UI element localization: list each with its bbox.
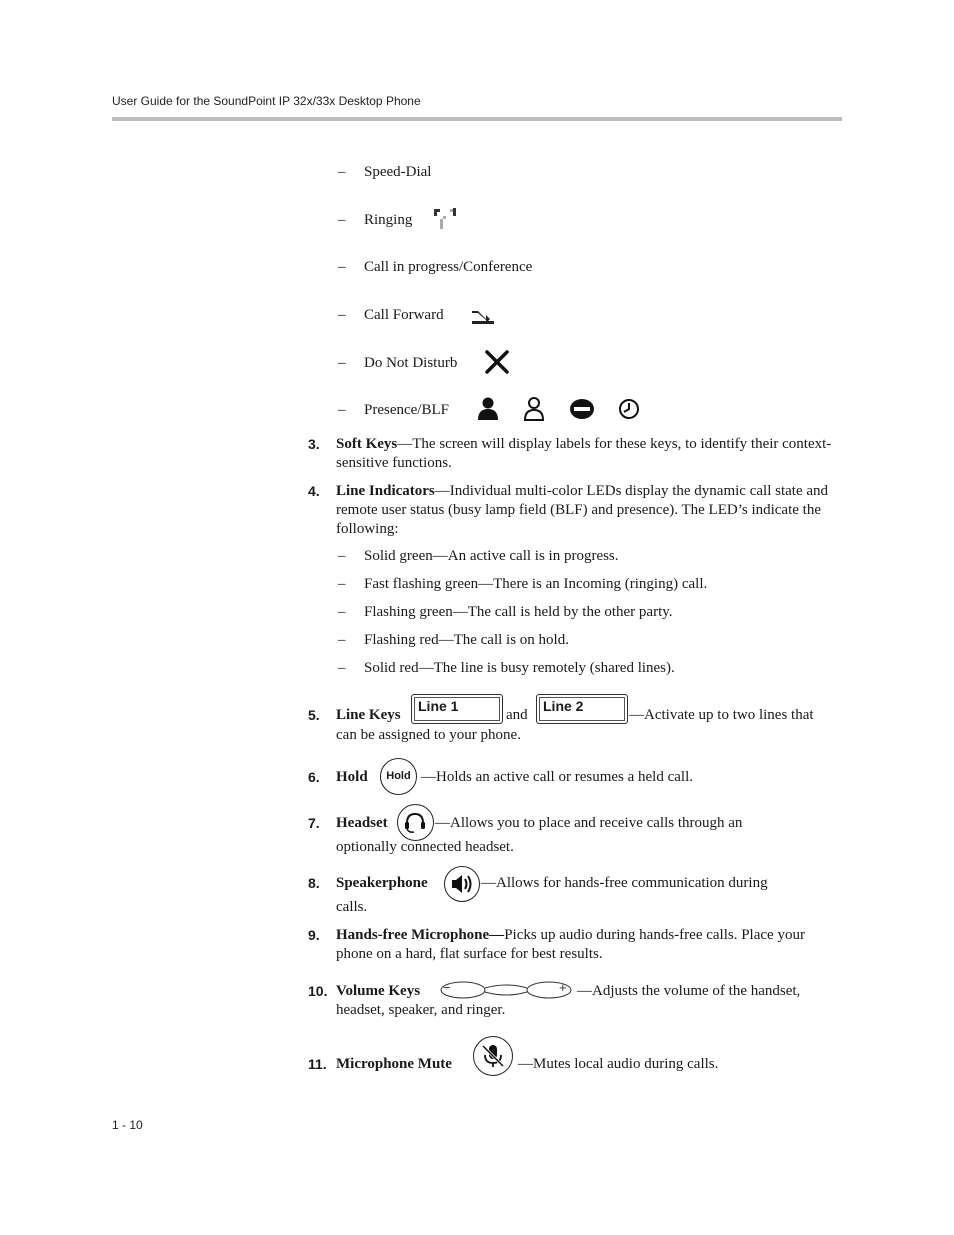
- item-term: Speakerphone: [336, 875, 428, 891]
- page-header-title: User Guide for the SoundPoint IP 32x/33x Desktop Phone: [112, 94, 421, 108]
- speakerphone-button: [444, 866, 480, 902]
- item-text: —Holds an active call or resumes a held call.: [421, 769, 693, 785]
- dash: –: [338, 355, 346, 371]
- item-text: —The screen will display labels for these keys, to identify their context-sensitive functions.: [336, 436, 832, 471]
- volume-rocker: [439, 980, 573, 1000]
- item-text: —Mutes local audio during calls.: [518, 1056, 719, 1072]
- item-description: [336, 482, 841, 539]
- item-number: 5.: [308, 707, 320, 723]
- item-text: and: [506, 707, 528, 723]
- status-label: Speed-Dial: [364, 164, 432, 180]
- item-text: —Allows for hands-free communication during: [481, 875, 768, 891]
- dash: –: [338, 212, 346, 228]
- presence-offline-icon: [522, 396, 546, 422]
- dash: –: [338, 164, 346, 180]
- line-1-key: Line 1: [411, 694, 503, 724]
- status-label: Presence/BLF: [364, 402, 449, 418]
- dash: –: [338, 632, 346, 648]
- item-term: Volume Keys: [336, 983, 421, 999]
- item-description: [336, 926, 841, 964]
- speaker-icon: [445, 867, 479, 901]
- item-number: 8.: [308, 875, 320, 891]
- status-label: Call Forward: [364, 307, 444, 323]
- led-state-text: Solid green—An active call is in progress.: [364, 548, 619, 564]
- item-text: calls.: [336, 899, 368, 915]
- item-text: headset, speaker, and ringer.: [336, 1002, 506, 1018]
- call-forward-icon: [470, 309, 496, 325]
- item-description: [336, 435, 841, 473]
- ringing-icon: [432, 206, 460, 232]
- item-term: Soft Keys: [336, 436, 398, 452]
- item-text: —Allows you to place and receive calls through an: [435, 815, 743, 831]
- item-number: 11.: [308, 1056, 327, 1072]
- volume-down-label: −: [443, 980, 451, 995]
- led-state-text: Flashing green—The call is held by the other party.: [364, 604, 673, 620]
- status-label: Call in progress/Conference: [364, 259, 533, 275]
- dash: –: [338, 660, 346, 676]
- line-2-key: Line 2: [536, 694, 628, 724]
- item-text: Picks up audio during hands-free calls. Place your phone on a hard, flat surface for best results.: [336, 927, 805, 962]
- item-text: —Adjusts the volume of the handset,: [577, 983, 801, 999]
- item-text: —Individual multi-color LEDs display the dynamic call state and remote user status (busy lamp field (BLF) and presence). The LED’s indicate the following:: [336, 483, 829, 537]
- headset-button: [397, 804, 434, 841]
- dash: –: [338, 604, 346, 620]
- dash: –: [338, 259, 346, 275]
- presence-busy-icon: [569, 398, 595, 420]
- item-text: —Activate up to two lines that: [629, 707, 814, 723]
- item-number: 6.: [308, 769, 320, 785]
- item-number: 10.: [308, 983, 328, 999]
- item-term: Hold: [336, 769, 368, 785]
- microphone-mute-button: [473, 1036, 513, 1076]
- item-term: Line Indicators: [336, 483, 435, 499]
- item-term: Microphone Mute: [336, 1056, 452, 1072]
- item-number: 9.: [308, 927, 320, 943]
- hold-button: Hold: [380, 758, 417, 795]
- header-rule: [112, 117, 842, 121]
- page-number: 1 - 10: [112, 1118, 143, 1132]
- dash: –: [338, 402, 346, 418]
- item-number: 7.: [308, 815, 320, 831]
- dash: –: [338, 576, 346, 592]
- dash: –: [338, 548, 346, 564]
- do-not-disturb-icon: [484, 349, 510, 375]
- led-state-text: Flashing red—The call is on hold.: [364, 632, 569, 648]
- status-label: Do Not Disturb: [364, 355, 458, 371]
- status-label: Ringing: [364, 212, 413, 228]
- led-state-text: Fast flashing green—There is an Incoming (ringing) call.: [364, 576, 708, 592]
- presence-away-icon: [617, 398, 641, 420]
- headset-icon: [398, 805, 432, 839]
- presence-online-icon: [476, 396, 500, 422]
- item-text: optionally connected headset.: [336, 839, 514, 855]
- item-number: 4.: [308, 483, 320, 499]
- volume-up-label: +: [559, 980, 567, 995]
- led-state-text: Solid red—The line is busy remotely (shared lines).: [364, 660, 675, 676]
- item-text: can be assigned to your phone.: [336, 727, 521, 743]
- microphone-mute-icon: [474, 1037, 512, 1075]
- item-term: Headset: [336, 815, 388, 831]
- item-term: Hands-free Microphone—: [336, 927, 505, 943]
- item-number: 3.: [308, 436, 320, 452]
- dash: –: [338, 307, 346, 323]
- volume-rocker-icon: [439, 980, 573, 1000]
- item-term: Line Keys: [336, 707, 401, 723]
